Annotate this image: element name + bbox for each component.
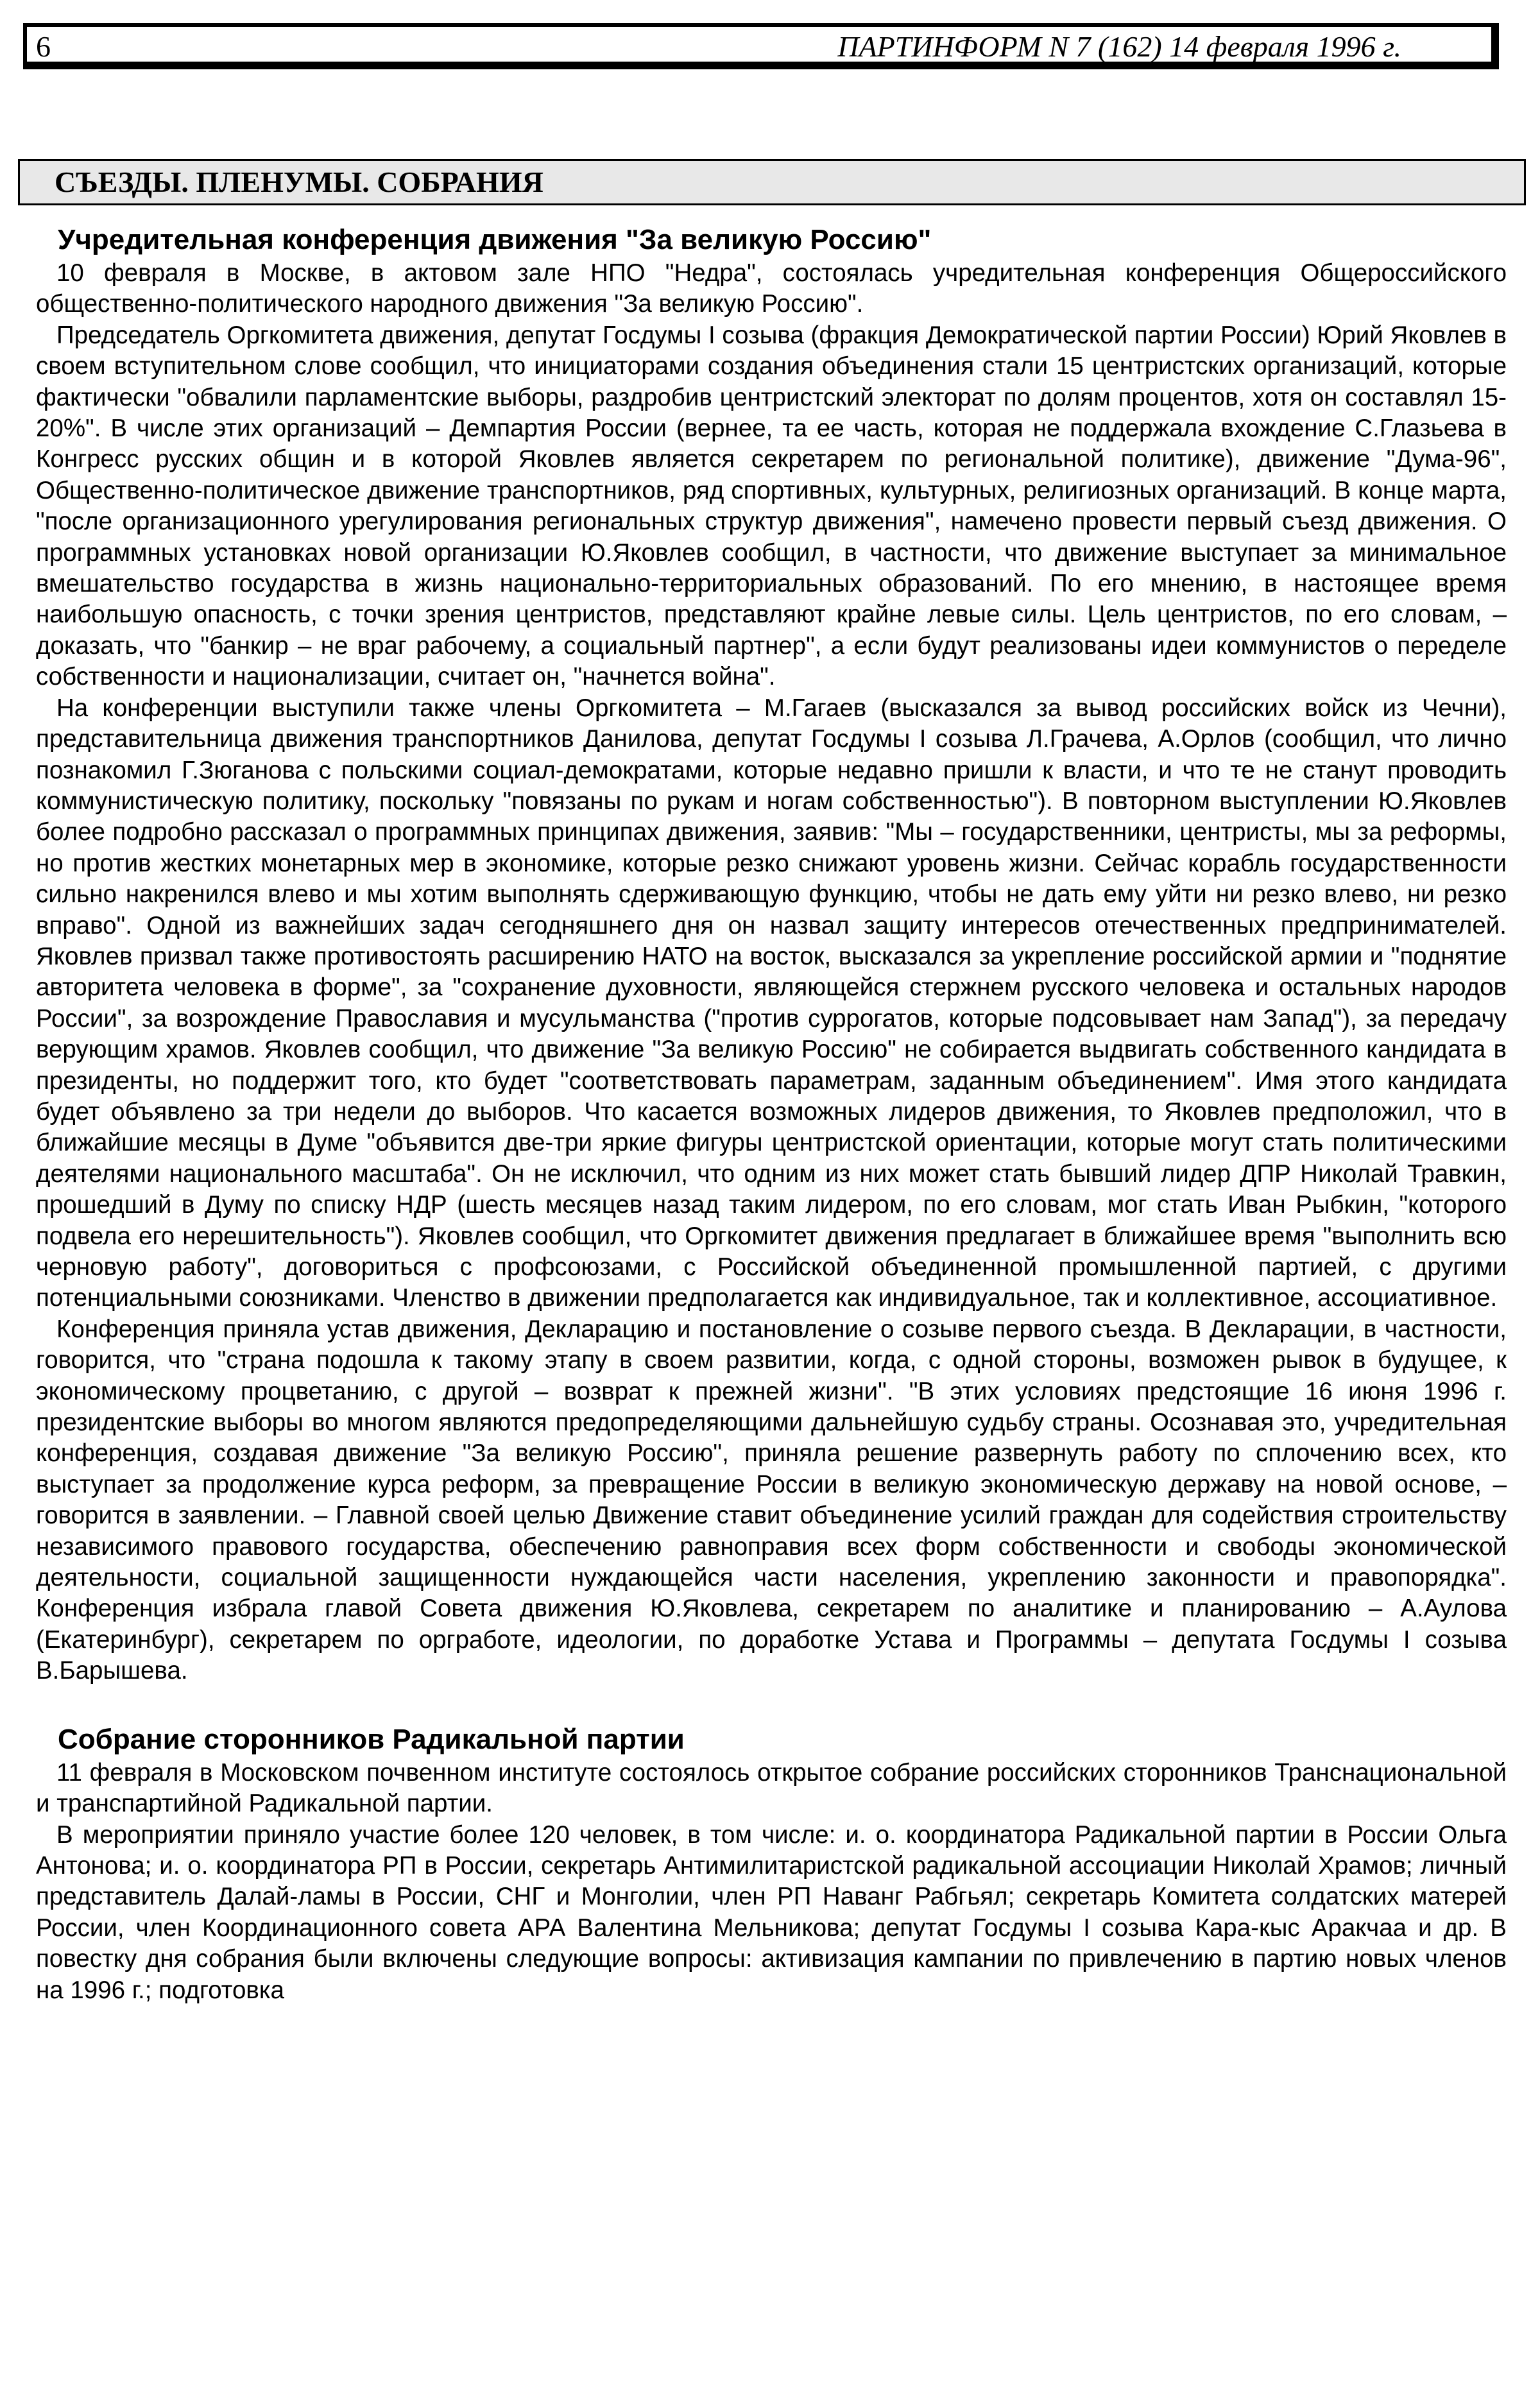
paragraph: В мероприятии приняло участие более 120 человек, в том числе: и. о. координатора Радикальной партии в России Ольга Антонова; и. о. координатора РП в России, секретарь Антимилитаристской радикальной ассоциации Николай Храмов; личный представитель Далай-ламы в России, СНГ и Монголии, член РП Наванг Рабгьял; секретарь Комитета солдатских матерей России, член Координационного совета АРА Валентина Мельникова; депутат Госдумы I созыва Кара-кыс Аракчаа и др. В повестку дня собрания были включены следующие вопросы: активизация кампании по привлечению в партию новых членов на 1996 г.; подготовка <box>36 1821 1507 2004</box>
paragraph: 10 февраля в Москве, в актовом зале НПО "Недра", состоялась учредительная конференция Общероссийского общественно-политического народного движения "За великую Россию". <box>36 259 1507 318</box>
article-title: Учредительная конференция движения "За великую Россию" <box>58 224 932 255</box>
paragraph: Конференция приняла устав движения, Декларацию и постановление о созыве первого съезда. В Декларации, в частности, говорится, что "страна подошла к такому этапу в своем развитии, когда, с одной стороны, возможен рывок в будущее, к экономическому процветанию, с другой – возврат к прежней жизни". "В этих условиях предстоящие 16 июня 1996 г. президентские выборы во многом являются предопределяющими дальнейшую судьбу страны. Осознавая это, учредительная конференция, создавая движение "За великую Россию", приняла решение развернуть работу по сплочению всех, кто выступает за продолжение курса реформ, за превращение России в великую экономическую державу на новой основе, – говорится в заявлении. – Главной своей целью Движение ставит объединение усилий граждан для содействия строительству независимого правового государства, обеспечению равноправия всех форм собственности и свободы экономической деятельности, социальной защищенности нуждающейся части населения, укреплению законности и правопорядка". Конференция избрала главой Совета движения Ю.Яковлева, секретарем по аналитике и планированию – А.Аулова (Екатеринбург), секретарем по оргработе, идеологии, по доработке Устава и Программы – депутата Госдумы I созыва В.Барышева. <box>36 1315 1507 1685</box>
issue-info: ПАРТИНФОРМ N 7 (162) 14 февраля 1996 г. <box>837 30 1401 63</box>
article <box>36 222 1507 1687</box>
paragraph: На конференции выступили также члены Оргкомитета – М.Гагаев (высказался за вывод российских войск из Чечни), представительница движения транспортников Данилова, депутат Госдумы I созыва Л.Грачева, А.Орлов (сообщил, что лично познакомил Г.Зюганова с польскими социал-демократами, которые недавно пришли к власти, и что те не станут проводить коммунистическую политику, поскольку "повязаны по рукам и ногам собственностью"). В повторном выступлении Ю.Яковлев более подробно рассказал о программных принципах движения, заявив: "Мы – государственники, центристы, мы за реформы, но против жестких монетарных мер в экономике, которые резко снижают уровень жизни. Сейчас корабль государственности сильно накренился влево и мы хотим выполнять сдерживающую функцию, чтобы не дать ему уйти ни резко влево, ни резко вправо". Одной из важнейших задач сегодняшнего дня он назвал защиту интересов отечественных предпринимателей. Яковлев призвал также противостоять расширению НАТО на восток, высказался за укрепление российской армии и "поднятие авторитета человека в форме", за "сохранение духовности, являющейся стержнем русского человека и остальных народов России", за возрождение Православия и мусульманства ("против суррогатов, которые подсовывает нам Запад"), за передачу верующим храмов. Яковлев сообщил, что движение "За великую Россию" не собирается выдвигать собственного кандидата в президенты, но поддержит того, кто будет "соответствовать параметрам, заданным объединением". Имя этого кандидата будет объявлено за три недели до выборов. Что касается возможных лидеров движения, то Яковлев предположил, что в ближайшие месяцы в Думе "объявится две-три яркие фигуры центристской ориентации, которые могут стать политическими деятелями национального масштаба". Он не исключил, что одним из них может стать бывший лидер ДПР Николай Травкин, прошедший в Думу по списку НДР (шесть месяцев назад таким лидером, по его словам, мог стать Иван Рыбкин, "которого подвела его нерешительность"). Яковлев сообщил, что Оргкомитет движения предлагает в ближайшее время "выполнить всю черновую работу", договориться с профсоюзами, с Российской объединенной промышленной партией, с другими потенциальными союзниками. Членство в движении предполагается как индивидуальное, так и коллективное, ассоциативное. <box>36 694 1507 1312</box>
paragraph: Председатель Оргкомитета движения, депутат Госдумы I созыва (фракция Демократической партии России) Юрий Яковлев в своем вступительном слове сообщил, что инициаторами создания объединения стали 15 центристских организаций, которые фактически "обвалили парламентские выборы, раздробив центристский электорат по долям процентов, хотя он составлял 15-20%". В числе этих организаций – Демпартия России (вернее, та ее часть, которая не поддержала вхождение С.Глазьева в Конгресс русских общин и в которой Яковлев является секретарем по региональной политике), движение "Дума-96", Общественно-политическое движение транспортников, ряд спортивных, культурных, религиозных организаций. В конце марта, "после организационного урегулирования региональных структур движения", намечено провести первый съезд движения. О программных установках новой организации Ю.Яковлев сообщил, в частности, что движение выступает за минимальное вмешательство государства в жизнь национально-территориальных образований. По его мнению, в настоящее время наибольшую опасность, с точки зрения центристов, представляют крайне левые силы. Цель центристов, по его словам, – доказать, что "банкир – не враг рабочему, а социальный партнер", а если будут реализованы идеи коммунистов о переделе собственности и национализации, считает он, "начнется война". <box>36 321 1507 691</box>
section-title: СЪЕЗДЫ. ПЛЕНУМЫ. СОБРАНИЯ <box>18 159 1526 205</box>
page-number: 6 <box>36 30 51 63</box>
article-body <box>36 222 1507 2006</box>
article <box>36 1722 1507 2006</box>
article-title: Собрание сторонников Радикальной партии <box>58 1723 685 1755</box>
page-header <box>23 23 1499 69</box>
paragraph: 11 февраля в Московском почвенном институте состоялось открытое собрание российских сторонников Транснациональной и транспартийной Радикальной партии. <box>36 1758 1507 1818</box>
